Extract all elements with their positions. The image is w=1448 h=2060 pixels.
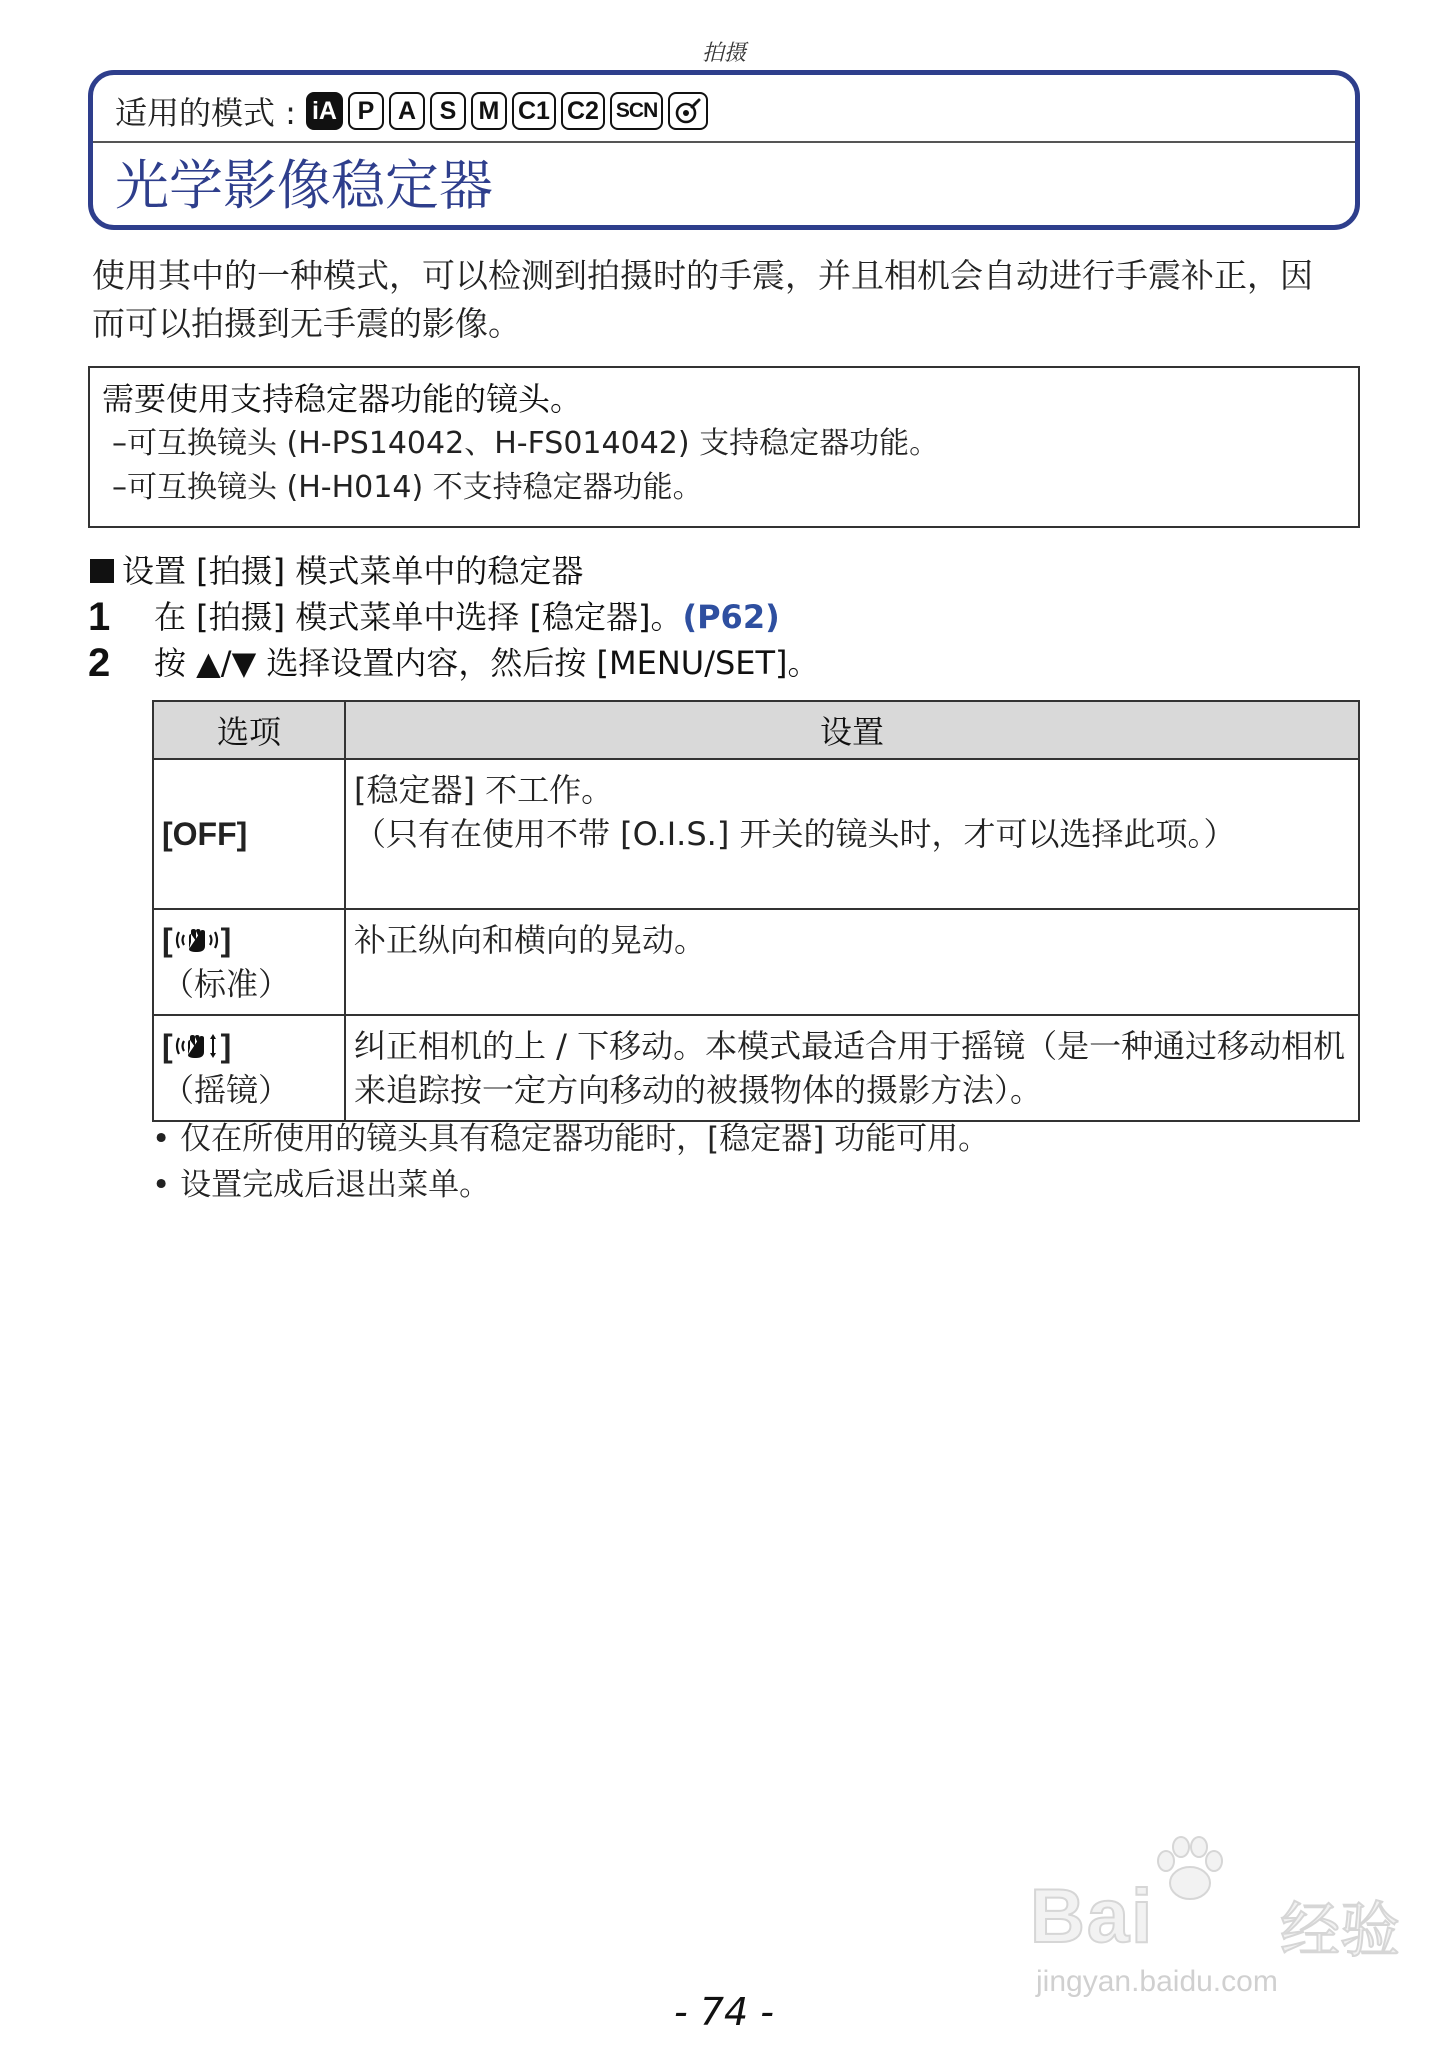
header-option: 选项 (153, 701, 345, 759)
table-row (153, 759, 1359, 909)
setting-text: 纠正相机的上 / 下移动。本模式最适合用于摇镜（是一种通过移动相机来追踪按一定方向移动的被摄物体的摄影方法）。 (345, 1015, 1359, 1121)
title-box (88, 70, 1360, 230)
setting-text: 补正纵向和横向的晃动。 (345, 909, 1359, 1015)
mode-c2-icon: C2 (561, 92, 605, 130)
table-row (153, 909, 1359, 1015)
mode-m-icon: M (471, 92, 507, 130)
note-heading: 需要使用支持稳定器功能的镜头。 (102, 380, 583, 418)
ois-panning-option: [ ] (162, 1028, 232, 1064)
mode-c1-icon: C1 (512, 92, 556, 130)
stabilizer-panning-icon (174, 1031, 220, 1061)
section-heading (90, 548, 583, 594)
table-row (153, 1015, 1359, 1121)
title-divider (93, 141, 1355, 143)
note-item: –可互换镜头 (H-H014) 不支持稳定器功能。 (112, 470, 703, 505)
settings-table (152, 700, 1360, 1122)
setting-text: [稳定器] 不工作。 （只有在使用不带 [O.I.S.] 开关的镜头时，才可以选择此项。） (345, 759, 1359, 909)
step-text: 按 ▲/▼ 选择设置内容，然后按 [MENU/SET]。 (154, 644, 820, 682)
square-bullet-icon (90, 559, 114, 583)
step-number: 2 (88, 641, 111, 685)
applicable-modes (115, 89, 708, 133)
mode-ia-icon: iA (306, 92, 343, 130)
watermark-url: jingyan.baidu.com (1036, 1965, 1278, 1998)
page-title: 光学影像稳定器 (115, 154, 493, 217)
section-heading-text: 设置 [拍摄] 模式菜单中的稳定器 (122, 552, 584, 590)
mode-scn-icon: SCN (610, 92, 663, 130)
page-number: - 74 - (674, 1990, 774, 2034)
intro-paragraph: 使用其中的一种模式，可以检测到拍摄时的手震，并且相机会自动进行手震补正，因而可以拍摄到无手震的影像。 (92, 256, 1313, 343)
step-1 (88, 594, 780, 640)
mode-p-icon: P (348, 92, 384, 130)
note-box (88, 366, 1360, 528)
option-sublabel: （标准） (162, 965, 291, 1003)
modes-label: 适用的模式 : (115, 94, 296, 132)
list-item: • 仅在所使用的镜头具有稳定器功能时，[稳定器] 功能可用。 (152, 1121, 990, 1157)
watermark-brand: Bai (1030, 1874, 1155, 1959)
paw-logo-icon (1150, 1835, 1230, 1905)
creative-control-icon (668, 92, 708, 130)
mode-a-icon: A (389, 92, 425, 130)
option-normal (153, 909, 345, 1015)
step-2 (88, 640, 820, 686)
header-setting: 设置 (345, 701, 1359, 759)
page-reference-link[interactable]: (P62) (682, 598, 780, 636)
note-item: –可互换镜头 (H-PS14042、H-FS014042) 支持稳定器功能。 (112, 426, 940, 461)
option-panning (153, 1015, 345, 1121)
mode-icons (306, 92, 708, 130)
list-item: • 设置完成后退出菜单。 (152, 1167, 491, 1203)
mode-s-icon: S (430, 92, 466, 130)
ois-normal-option: [ ] (162, 922, 232, 958)
option-sublabel: （摇镜） (162, 1071, 291, 1109)
page-header: 拍摄 (701, 41, 746, 66)
watermark-brand-cn: 经验 (1280, 1896, 1400, 1966)
baidu-watermark (1030, 1845, 1410, 1998)
step-text: 在 [拍摄] 模式菜单中选择 [稳定器]。 (154, 598, 683, 636)
stabilizer-normal-icon (174, 925, 220, 955)
notes-list (152, 1116, 1372, 1208)
step-number: 1 (88, 595, 111, 639)
option-off: [OFF] (153, 759, 345, 909)
table-header-row (153, 701, 1359, 759)
